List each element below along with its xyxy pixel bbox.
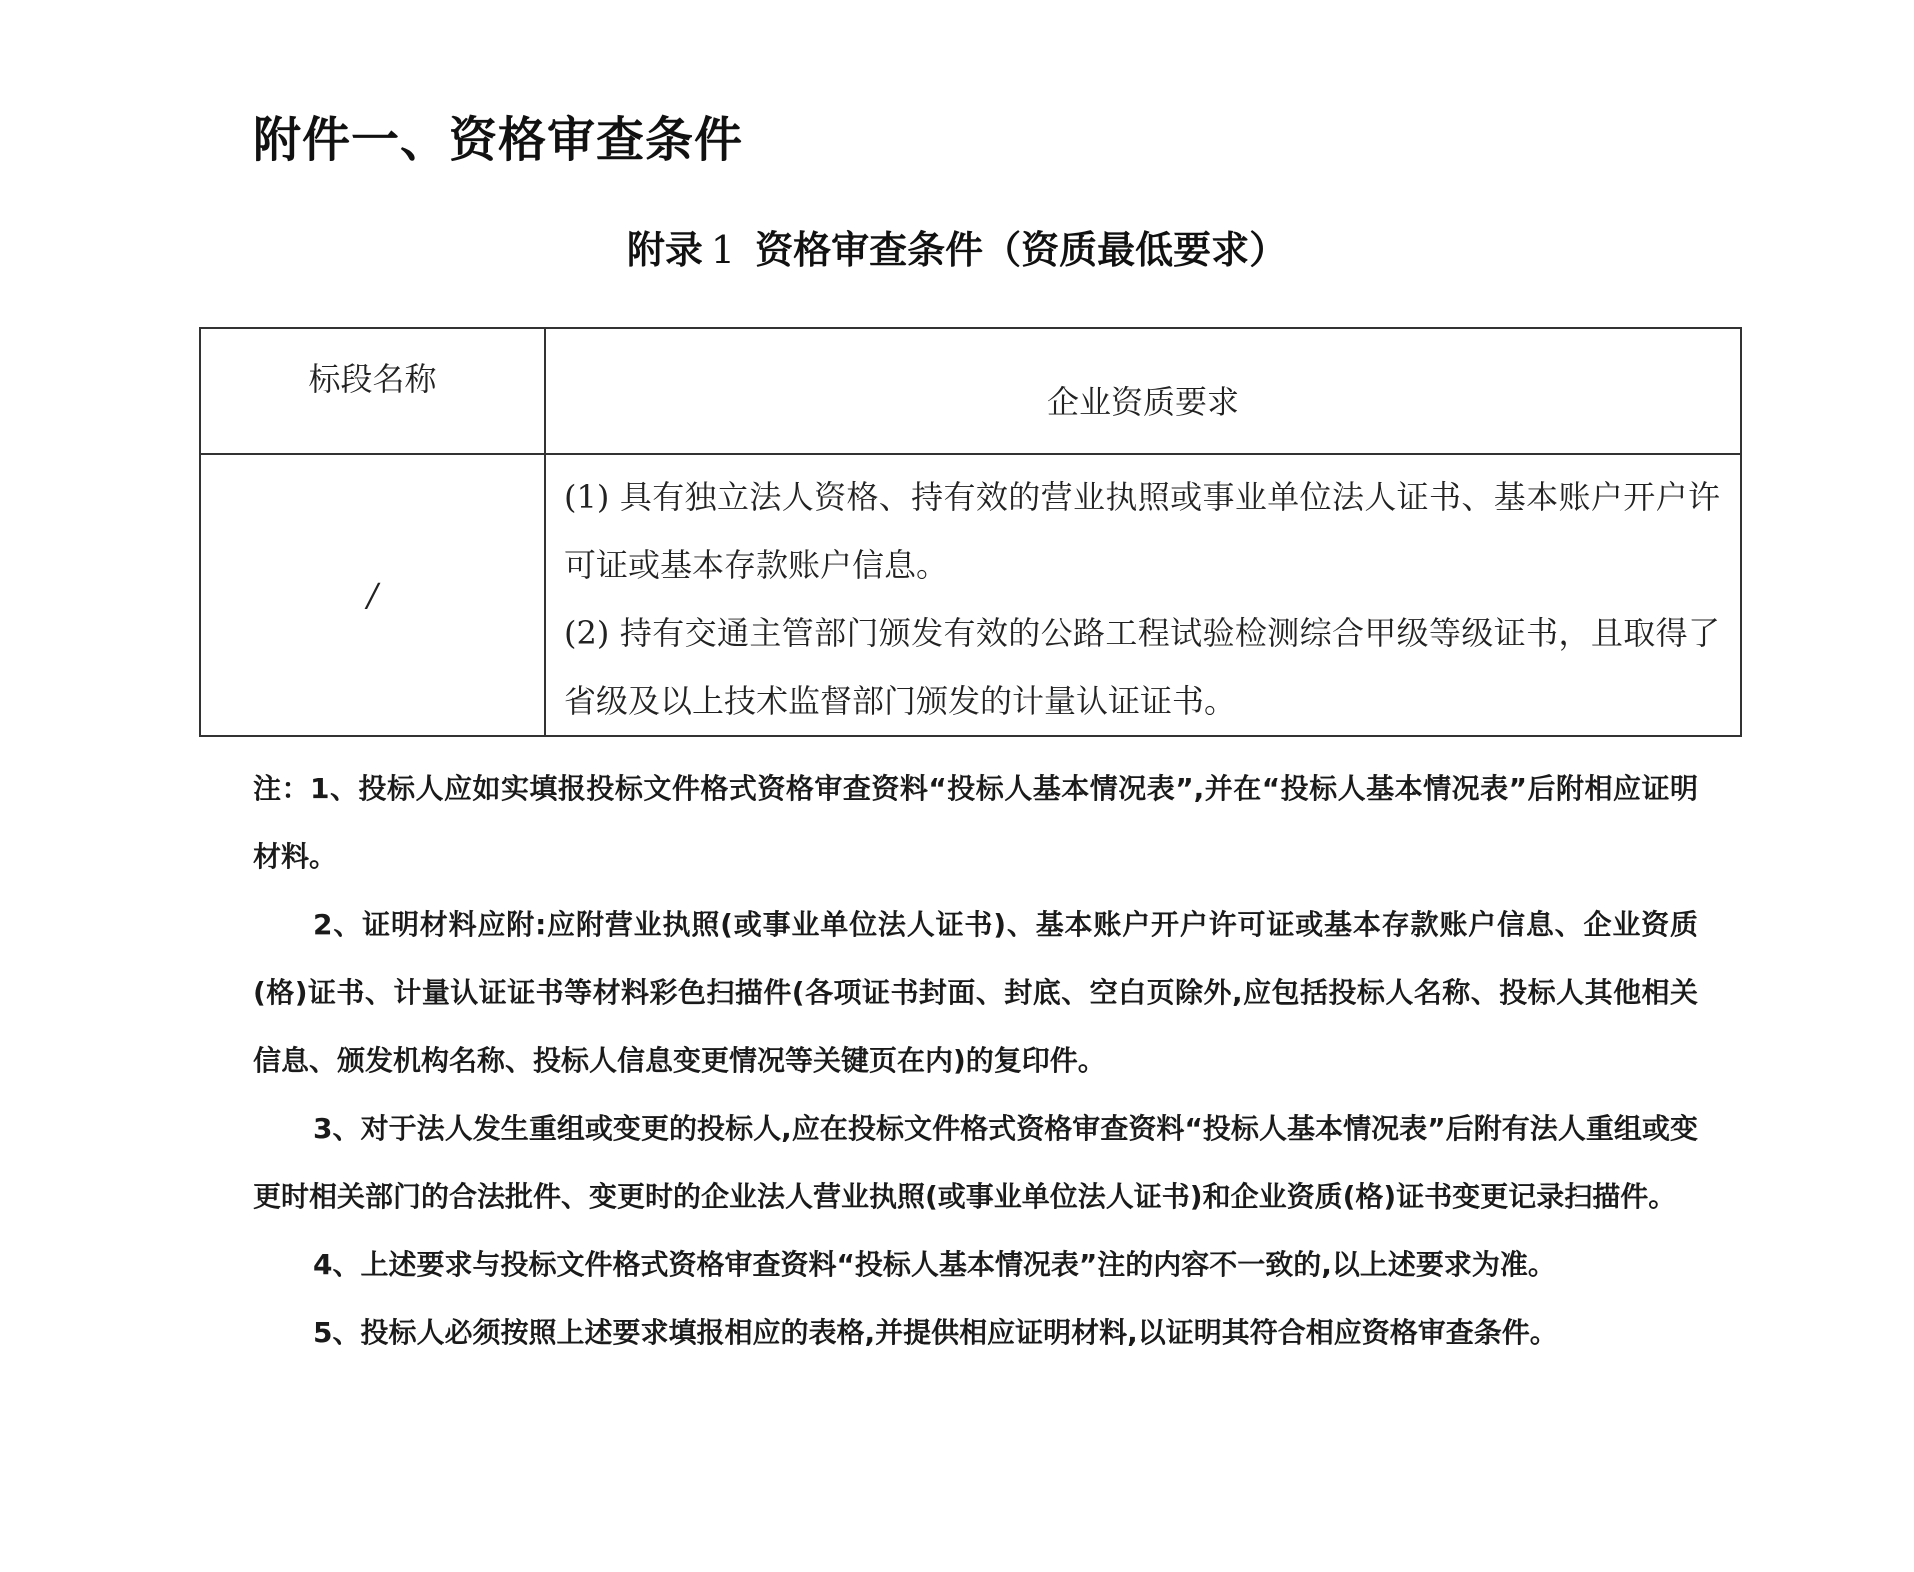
cell-section-name: /: [200, 454, 545, 736]
table-header-row: [200, 328, 1741, 454]
note-item: 4、上述要求与投标文件格式资格审查资料“投标人基本情况表”注的内容不一致的,以上述要求为准。: [313, 1248, 1556, 1281]
header-qualification: 企业资质要求: [545, 328, 1741, 454]
requirement-item: (1) 具有独立法人资格、持有效的营业执照或事业单位法人证书、基本账户开户许可证或基本存款账户信息。: [564, 478, 1720, 584]
requirement-item: (2) 持有交通主管部门颁发有效的公路工程试验检测综合甲级等级证书，且取得了省级及以上技术监督部门颁发的计量认证证书。: [564, 614, 1720, 720]
cell-requirements: [545, 454, 1741, 736]
appendix-label: 附录: [626, 228, 703, 272]
note-item: 2、证明材料应附:应附营业执照(或事业单位法人证书)、基本账户开户许可证或基本存款账户信息、企业资质(格)证书、计量认证证书等材料彩色扫描件(各项证书封面、封底、空白页除外,应包括投标人名称、投标人其他相关信息、颁发机构名称、投标人信息变更情况等关键页在内)的复印件。: [253, 908, 1698, 1077]
table-row: [200, 454, 1741, 736]
note-item: 3、对于法人发生重组或变更的投标人,应在投标文件格式资格审查资料“投标人基本情况表”后附有法人重组或变更时相关部门的合法批件、变更时的企业法人营业执照(或事业单位法人证书)和企业资质(格)证书变更记录扫描件。: [253, 1112, 1698, 1213]
page-title: 附件一、资格审查条件: [253, 112, 744, 168]
appendix-title: [0, 222, 1914, 278]
appendix-number: 1: [710, 228, 736, 272]
appendix-title-text: 资格审查条件（资质最低要求）: [755, 228, 1288, 272]
header-section-name: 标段名称: [200, 328, 545, 454]
note-item: 5、投标人必须按照上述要求填报相应的表格,并提供相应证明材料,以证明其符合相应资格审查条件。: [313, 1316, 1558, 1349]
qualification-table: [199, 327, 1742, 737]
note-item: 注：1、投标人应如实填报投标文件格式资格审查资料“投标人基本情况表”,并在“投标人基本情况表”后附相应证明材料。: [253, 772, 1698, 873]
notes-section: [253, 755, 1698, 1367]
